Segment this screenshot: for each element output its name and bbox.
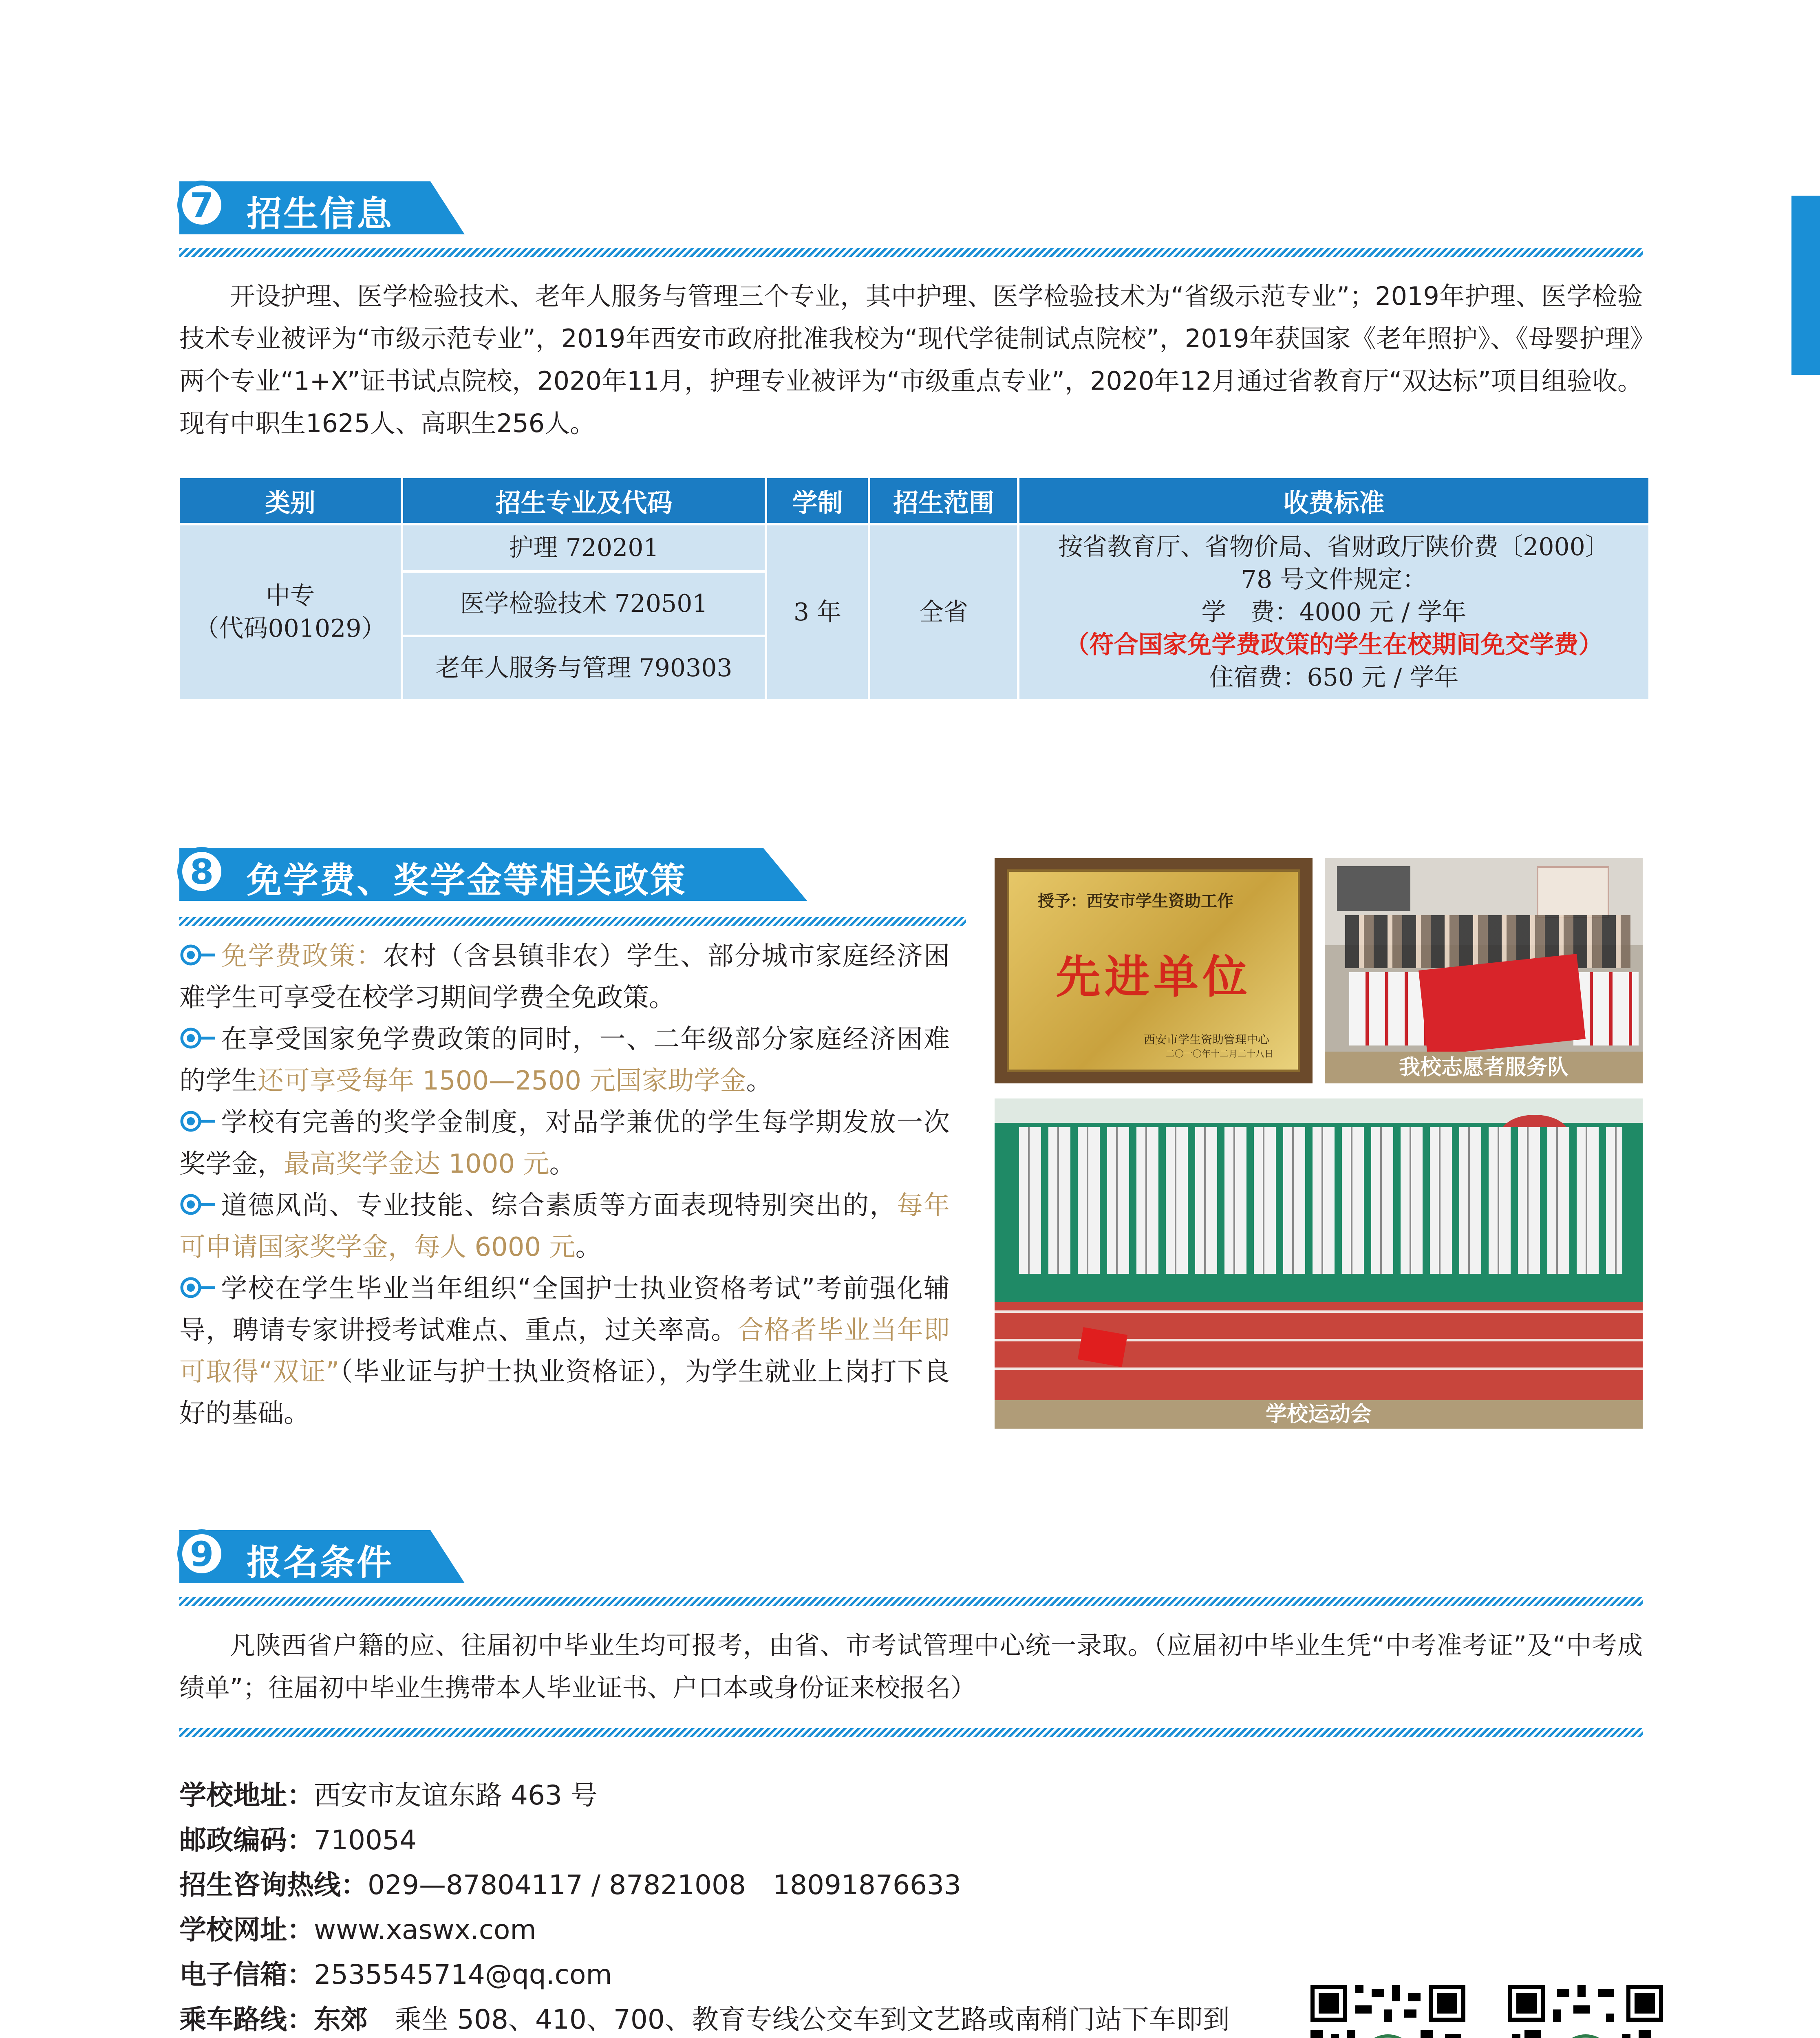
divider [179,248,1643,257]
section-7-header [179,181,465,234]
policy-tail: 。 [575,1232,602,1262]
table-header: 收费标准 [1018,477,1650,524]
divider [179,917,966,926]
category-label: 中专 [266,582,315,610]
policy-highlight: 每年可申请国家奖学金，每人 6000 元 [179,1191,950,1262]
route-direction: 东郊 [314,2004,368,2035]
list-item [179,1102,950,1185]
volunteer-team-photo [1325,858,1643,1052]
list-item [179,1268,950,1434]
hotline-row: 招生咨询热线：029—87804117 / 87821008 18091876633 [179,1869,961,1901]
table-header: 学制 [766,477,869,524]
divider [179,1728,1643,1737]
hotline: 029—87804117 / 87821008 18091876633 [368,1869,961,1901]
policy-highlight: 免学费政策： [220,941,384,971]
intro-paragraph: 开设护理、医学检验技术、老年人服务与管理三个专业，其中护理、医学检验技术为“省级示范专业”；2019年护理、医学检验技术专业被评为“市级示范专业”，2019年西安市政府批准我校为“现代学徒制试点院校”，2019年获国家《老年照护》、《母婴护理》两个专业“1+X”证书试点院校，2020年11月，护理专业被评为“市级重点专业”，2020年12月通过省教育厅“双达标”项目组验收。现有中职生1625人、高职生256人。 [179,281,1643,438]
fee-line: 学 费：4000 元 / 学年 [1201,598,1467,626]
duration-cell: 3 年 [766,524,869,700]
policy-highlight: 最高奖学金达 1000 元 [284,1149,549,1179]
address-row: 学校地址：西安市友谊东路 463 号 [179,1780,598,1811]
policy-highlight: 合格者毕业当年即可取得“双证” [179,1315,950,1387]
qr-code-icon [1306,1981,1469,2038]
policy-text: 道德风尚、专业技能、综合素质等方面表现特别突出的， [220,1191,897,1221]
qr-code-icon [1504,1981,1667,2038]
email-link[interactable]: 2535545714@qq.com [314,1959,612,1990]
policy-list [179,935,950,1434]
policy-text: 农村（含县镇非农）学生、部分城市家庭经济困难学生可享受在校学习期间学费全免政策。 [179,941,950,1013]
zip-code: 710054 [314,1824,417,1856]
enrollment-conditions: 凡陕西省户籍的应、往届初中毕业生均可报考，由省、市考试管理中心统一录取。（应届初中毕业生凭“中考准考证”及“中考成绩单”；往届初中毕业生携带本人毕业证书、户口本或身份证来校报名） [179,1630,1643,1703]
table-header: 招生专业及代码 [402,477,766,524]
fee-cell [1018,524,1650,700]
section-number: 9 [177,1529,226,1578]
table-header: 类别 [179,477,402,524]
major-cell: 医学检验技术 720501 [402,571,766,636]
photo-caption: 我校志愿者服务队 [1325,1052,1643,1083]
zip-row: 邮政编码：710054 [179,1824,417,1856]
section-title: 报名条件 [247,1542,393,1583]
section-8-header [179,848,807,901]
policy-text: 学校有完善的奖学金制度，对品学兼优的学生每学期发放一次奖学金， [179,1107,950,1179]
bullet-icon [179,1192,217,1217]
plaque-top-text: 授予：西安市学生资助工作 [1038,891,1233,911]
wechat-qr-code[interactable] [1306,1981,1469,2038]
major-cell: 护理 720201 [402,524,766,571]
policy-text: 在享受国家免学费政策的同时，一、二年级部分家庭经济困难的学生 [179,1024,950,1096]
photo-caption: 学校运动会 [995,1400,1643,1429]
website-row: 学校网址：www.xaswx.com [179,1914,536,1945]
bullet-icon [179,1109,217,1134]
route-text: 乘坐 508、410、700、教育专线公交车到文艺路或南稍门站下车即到 [395,2004,1230,2035]
list-item [179,935,950,1019]
website-link[interactable]: www.xaswx.com [314,1914,536,1945]
table-header-row [179,477,1650,524]
list-item [179,1019,950,1102]
table-row [179,524,1650,571]
address: 西安市友谊东路 463 号 [314,1780,598,1811]
edge-tab-top [1791,196,1820,375]
category-cell [179,524,402,700]
email-row: 电子信箱：2535545714@qq.com [179,1959,612,1990]
policy-text: 学校在学生毕业当年组织“全国护士执业资格考试”考前强化辅导，聘请专家讲授考试难点、重点，过关率高。 [179,1274,950,1345]
plaque-date: 二〇一〇年十二月二十八日 [1165,1049,1273,1059]
list-item [179,1185,950,1268]
bullet-icon [179,943,217,967]
kuaishou-qr-code[interactable] [1504,1981,1667,2038]
bullet-icon [179,1026,217,1050]
section-9-header [179,1530,465,1583]
award-plaque-photo [995,858,1313,1083]
contact-block [179,1773,1230,2038]
policy-tail: （毕业证与护士执业资格证），为学生就业上岗打下良好的基础。 [179,1357,950,1429]
bullet-icon [179,1275,217,1300]
scope-cell: 全省 [869,524,1018,700]
route-row: 乘车路线：东郊 乘坐 508、410、700、教育专线公交车到文艺路或南稍门站下车即到 [179,2004,1230,2035]
fee-line: 按省教育厅、省物价局、省财政厅陕价费〔2000〕 [1058,533,1610,561]
section-title: 免学费、奖学金等相关政策 [247,860,687,901]
category-code: （代码001029） [194,614,386,643]
section-number: 8 [177,847,226,896]
plaque-main-text: 先进单位 [1056,951,1251,1003]
fee-line: 住宿费：650 元 / 学年 [1209,663,1459,692]
divider [179,1597,1643,1606]
policy-highlight: 还可享受每年 1500—2500 元国家助学金 [258,1066,746,1096]
policy-tail: 。 [746,1066,772,1096]
table-header: 招生范围 [869,477,1018,524]
fee-exemption-note: （符合国家免学费政策的学生在校期间免交学费） [1065,631,1603,659]
plaque-issuer: 西安市学生资助管理中心 [1143,1033,1269,1046]
fee-table [177,476,1651,701]
fee-line: 78 号文件规定： [1241,565,1427,594]
section-title: 招生信息 [247,194,393,234]
section-number: 7 [177,181,226,229]
major-cell: 老年人服务与管理 790303 [402,636,766,700]
sports-meet-photo [995,1098,1643,1400]
policy-tail: 。 [549,1149,576,1179]
